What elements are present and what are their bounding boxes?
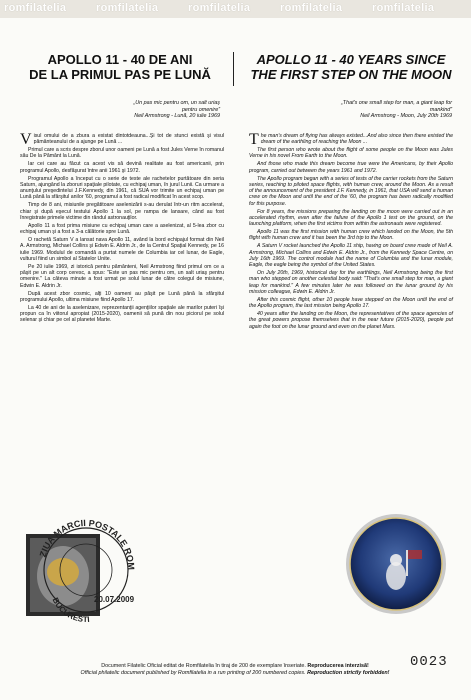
watermark-text: romfilatelia	[372, 2, 435, 14]
title-romanian-line1: APOLLO 11 - 40 DE ANI	[47, 52, 193, 67]
paragraph: On July 20th, 1969, historical day for the earthlings, Neil Armstrong being the first man who stepped on another celestial body said: "That's one small step for man, a giant leap for mankind." A few minutes later he was followed on the lunar ground by his mission colleague, Edwin E. Aldrin Jr.	[249, 270, 453, 295]
paragraph: După acest zbor cosmic, alţi 10 oameni au păşit pe Lună până la sfârşitul programului Apollo, ultima misiune fiind Apollo 17.	[20, 290, 224, 303]
paragraph: A Saturn V rocket launched the Apollo 11 ship, having on board crew made of Neil A. Armstrong, Michael Collins and Edwin E. Aldrin Jr., from the Kennedy Space Centre, on July 16th 1969. The control module had the name of Columbia and the lunar module, Eagle, the eagle being the symbol of the United States.	[249, 243, 453, 269]
flag-icon	[408, 550, 422, 559]
paragraph	[20, 133, 224, 146]
drop-cap: T	[249, 131, 259, 148]
cancel-date: 20.07.2009	[94, 595, 135, 604]
cancelled-stamp	[6, 506, 156, 622]
paragraph: La 40 de ani de la aselenizare, reprezentanţii agenţiilor spaţiale ale marilor puteri îşi propun ca în viitorul apropiat (2015-2020), oamenii să pună din nou piciorul pe solul selenar şi chiar pe cel al planetei Marte.	[20, 304, 224, 324]
footer-romanian-warning: Reproducerea interzisă!	[307, 663, 369, 669]
drop-cap: V	[20, 131, 32, 148]
paragraph: For 8 years, the missions preparing the landing on the moon were carried out in an accelerated rhythm, even after the failure of the Apollo 1 test on the ground, on the launching platform, when the first victims from within the astronauts were registered.	[249, 208, 453, 228]
paragraph: O rachetă Saturn V a lansat nava Apollo 11, având la bord echipajul format din Neil A. Armstrong, Michael Collins şi Edwin E. Aldrin Jr., de la Centrul Spaţial Kennedy, pe 16 iulie 1969. Modulul de comandă a purtat numele de Columbia iar cel lunar, de Eagle, vulturul fiind un simbol al Statelor Unite.	[20, 237, 224, 262]
paragraph: Apollo 11 a fost prima misiune cu echipaj uman care a aselenizat, al 5-lea zbor cu echipaj uman şi a fost a 3-a călătorie spre Lună.	[20, 222, 224, 236]
body-romanian	[20, 133, 224, 325]
quote-english	[330, 100, 452, 120]
paragraph-text: isul omului de a zbura a existat dintotdeauna...Şi tot de stunci există şi visul pământeanului de a ajunge pe Lună ...	[33, 133, 224, 146]
astronaut-icon	[386, 562, 406, 590]
body-english	[249, 133, 453, 332]
paragraph: Timp de 8 ani, misiunile pregătitoare aselenizării s-au derulat într-un ritm accelerat, chiar şi după eşecul testului Apollo 1 la sol, pe rampa de lansare, când au fost înregistrate primele victime din rândul astronauţilor.	[20, 202, 224, 221]
watermark-text: romfilatelia	[188, 2, 251, 14]
paragraph: Programul Apollo a început cu o serie de teste ale rachetelor purtătoare din seria Saturn, ajungând la zboruri spaţiale pilotate, cu echipaj uman, în jurul Lunii. Ca urmare a anunţului preşedintelui J.F.Kennedy, din 1961, că SUA vor trimite un echipaj uman pe Lună până la sfârşitul anilor '60, programul a fost radical modificat în acest scop.	[20, 175, 224, 201]
watermark-text: romfilatelia	[280, 2, 343, 14]
paragraph: 40 years after the landing on the Moon, the representatives of the space agencies of the great powers propose themselves that in the near future (2015-2020), people put again the foot on the lunar ground and even on the planet Mars.	[249, 311, 453, 330]
title-english-line2: THE FIRST STEP ON THE MOON	[250, 67, 452, 82]
title-english-line1: APOLLO 11 - 40 YEARS SINCE	[256, 52, 446, 67]
paragraph: And those who made this dream become true were the Americans, by their Apollo program, carried out between the years 1961 and 1972.	[249, 161, 453, 174]
paragraph: The Apollo program began with a series of tests of the carrier rockets from the Saturn series, reaching to piloted space flights, with human crew, around the Moon. As a result of the announcement of the president J.F. Kennedy, in 1961, that USA will send a human crew on the Moon and until the end of the '60, the program has been radically modified for this purpose.	[249, 175, 453, 207]
cancel-arc-text: ZIUA MARCII POSTALE ROM	[37, 517, 137, 571]
title-romanian	[14, 52, 226, 82]
title-divider	[233, 52, 234, 86]
paragraph: Apollo 11 was the first mission with human crew which landed on the Moon, the 5th flight with human crew and it has been the 3rd trip to the Moon.	[249, 229, 453, 242]
quote-romanian-attribution: Neil Armstrong - Lună, 20 iulie 1969	[134, 113, 220, 120]
paragraph	[249, 133, 453, 146]
footer	[20, 663, 450, 677]
astronaut-helmet-icon	[390, 554, 402, 566]
quote-romanian-text: „Un pas mic pentru om, un salt uriaş pentru omenire”	[133, 100, 220, 113]
cancel-city-text: BUCURESTI	[50, 596, 90, 622]
footer-english-warning: Reproduction strictly forbidden!	[307, 670, 390, 676]
quote-romanian	[120, 100, 220, 120]
moon-stamp	[340, 506, 452, 622]
footer-romanian	[20, 663, 450, 670]
serial-number: 0023	[410, 654, 448, 670]
title-english	[244, 52, 458, 82]
moon-stamp-illustration	[340, 506, 452, 622]
paragraph: Iar cei care au făcut ca acest vis să devină realitate au fost americanii, prin programul Apollo, desfăşurat între anii 1961 şi 1972.	[20, 161, 224, 174]
watermark-bar	[0, 0, 471, 18]
footer-romanian-text: Document Filatelic Oficial editat de Romfilatelia în tiraj de 200 de exemplare înseriate.	[101, 663, 308, 669]
footer-english-text: Official philatelic document published by Romfilatelia in a run printing of 200 numbered copies.	[80, 670, 308, 676]
paragraph-text: he man's dream of flying has always existed...And also since then there existed the dream of the earthling of reaching the Moon ...	[260, 133, 453, 146]
quote-english-text: „That's one small step for man, a giant leap for mankind”	[341, 100, 452, 113]
footer-english	[20, 670, 450, 677]
paragraph: Pe 20 iulie 1969, zi istorică pentru pământeni, Neil Armstrong fiind primul om ce a păşit pe un alt corp ceresc, a spus: "Este un pas mic pentru om, un salt uriaş pentru omenire." La câteva minute a fost urmat pe solul lunar de către colegul de misiune, Edwin E. Aldrin Jr.	[20, 263, 224, 289]
paragraph: Primul care a scris despre zborul unor oameni pe Lună a fost Jules Verne în romanul său De la Pământ la Lună.	[20, 147, 224, 160]
quote-english-attribution: Neil Armstrong - Moon, July 20th 1969	[360, 113, 452, 120]
paragraph: After this cosmic flight, other 10 people have stepped on the Moon until the end of the Apollo program, the last mission being Apollo 17.	[249, 296, 453, 310]
flag-pole-icon	[406, 550, 408, 576]
paragraph: The first person who wrote about the flight of some people on the Moon was Jules Verne in his novel From Earth to the Moon.	[249, 147, 453, 160]
stamp-illustration	[6, 506, 156, 622]
watermark-text: romfilatelia	[4, 2, 67, 14]
title-romanian-line2: DE LA PRIMUL PAS PE LUNĂ	[29, 67, 211, 82]
watermark-text: romfilatelia	[96, 2, 159, 14]
